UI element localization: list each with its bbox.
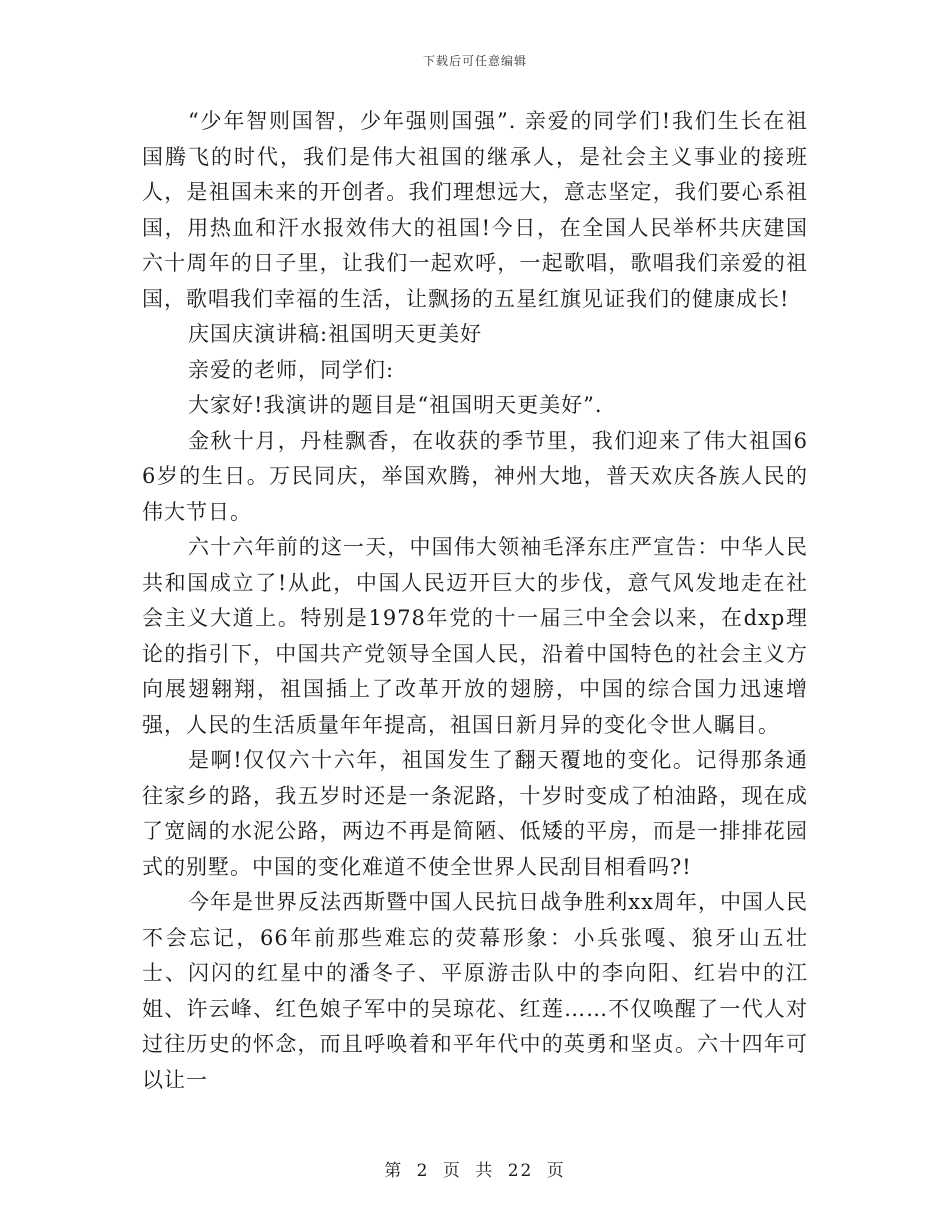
paragraph-autumn: 金秋十月，丹桂飘香，在收获的季节里，我们迎来了伟大祖国66岁的生日。万民同庆，举国欢腾，神州大地，普天欢庆各族人民的伟大节日。 (142, 428, 808, 524)
paragraph-changes: 是啊!仅仅六十六年，祖国发生了翻天覆地的变化。记得那条通往家乡的路，我五岁时还是一条泥路，十岁时变成了柏油路，现在成了宽阔的水泥公路，两边不再是简陋、低矮的平房，而是一排排花园式的别墅。中国的变化难道不使全世界人民刮目相看吗?! (142, 748, 808, 879)
page-footer-number: 第 2 页 共 22 页 (384, 1161, 566, 1181)
salutation: 亲爱的老师，同学们: (188, 357, 395, 382)
paragraph-intro-closing: “少年智则国智，少年强则国强”. 亲爱的同学们!我们生长在祖国腾飞的时代，我们是伟大祖国的继承人，是社会主义事业的接班人，是祖国未来的开创者。我们理想远大，意志坚定，我们要心系祖国，用热血和汗水报效伟大的祖国!今日，在全国人民举杯共庆建国六十周年的日子里，让我们一起欢呼，一起歌唱，歌唱我们亲爱的祖国，歌唱我们幸福的生活，让飘扬的五星红旗见证我们的健康成长! (142, 109, 808, 311)
speech-title: 庆国庆演讲稿:祖国明天更美好 (188, 322, 483, 346)
paragraph-anniversary: 今年是世界反法西斯暨中国人民抗日战争胜利xx周年，中国人民不会忘记，66年前那些难忘的荧幕形象：小兵张嘎、狼牙山五壮士、闪闪的红星中的潘冬子、平原游击队中的李向阳、红岩中的江姐、许云峰、红色娘子军中的吴琼花、红莲……不仅唤醒了一代人对过往历史的怀念，而且呼唤着和平年代中的英勇和坚贞。六十四年可以让一 (142, 890, 808, 1092)
greeting-line: 大家好!我演讲的题目是“祖国明天更美好”. (188, 393, 603, 417)
paragraph-founding: 六十六年前的这一天，中国伟大领袖毛泽东庄严宣告：中华人民共和国成立了!从此，中国人民迈开巨大的步伐，意气风发地走在社会主义大道上。特别是1978年党的十一届三中全会以来，在dxp理论的指引下，中国共产党领导全国人民，沿着中国特色的社会主义方向展翅翱翔，祖国插上了改革开放的翅膀，中国的综合国力迅速增强，人民的生活质量年年提高，祖国日新月异的变化令世人瞩目。 (142, 535, 808, 737)
page-header-note: 下载后可任意编辑 (422, 54, 527, 68)
document-body (142, 104, 808, 1098)
